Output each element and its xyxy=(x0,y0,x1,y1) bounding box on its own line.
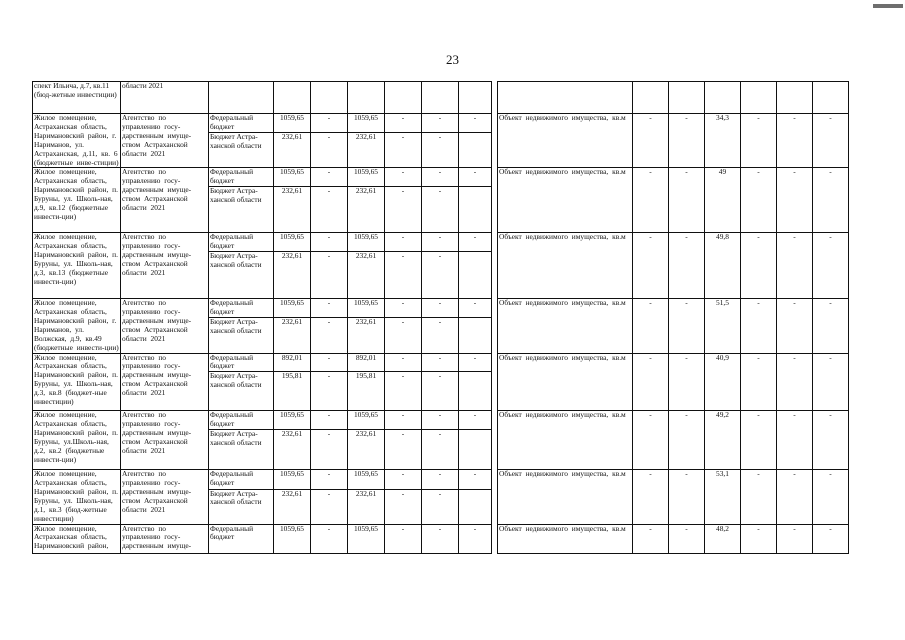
dash-cell: - xyxy=(311,252,348,299)
spent-cell: 1059,65 xyxy=(348,233,385,252)
dash-cell: - xyxy=(422,168,459,187)
funding-source-cell: Бюджет Астра-ханской области xyxy=(209,252,274,299)
dash-cell: - xyxy=(459,524,492,553)
empty-cell xyxy=(385,82,422,114)
dash-cell: - xyxy=(741,524,777,553)
total-cell: 232,61 xyxy=(274,489,311,524)
empty-cell xyxy=(459,372,492,411)
dash-cell: - xyxy=(741,233,777,299)
record-row xyxy=(33,353,849,372)
empty-cell xyxy=(274,82,311,114)
agency-cell: Агентство по управлению госу-дарственным имуще-ством Астраханской области 2021 xyxy=(121,353,209,411)
address-cell: Жилое помещение, Астраханская область, Наримановский район, xyxy=(33,524,121,553)
dash-cell: - xyxy=(385,133,422,168)
indicator-cell: Объект недвижимого имущества, кв.м xyxy=(498,168,633,233)
indicator-cell: Объект недвижимого имущества, кв.м xyxy=(498,411,633,470)
total-cell: 1059,65 xyxy=(274,168,311,187)
dash-cell: - xyxy=(669,524,705,553)
record-row xyxy=(33,524,849,553)
dash-cell: - xyxy=(741,411,777,470)
funding-source-cell: Бюджет Астра-ханской области xyxy=(209,187,274,233)
dash-cell: - xyxy=(311,372,348,411)
total-cell: 1059,65 xyxy=(274,299,311,318)
dash-cell: - xyxy=(385,168,422,187)
dash-cell: - xyxy=(633,299,669,353)
dash-cell: - xyxy=(459,299,492,318)
dash-cell: - xyxy=(813,299,849,353)
dash-cell: - xyxy=(311,411,348,430)
funding-source-cell: Федеральный бюджет xyxy=(209,411,274,430)
dash-cell: - xyxy=(813,233,849,299)
address-cell: Жилое помещение, Астраханская область, Наримановский район, г. Нариманов, ул. Астраханская, д.11, кв. 6 (бюджетные инве-стиции) xyxy=(34,113,119,167)
dash-cell: - xyxy=(422,524,459,553)
funding-source-cell: Федеральный бюджет xyxy=(209,299,274,318)
address-cell: Жилое помещение, Астраханская область, Наримановский район, п. Буруны, ул. Школь-ная, д.3, кв.8 (бюджет-ные инвестиции) xyxy=(33,353,121,411)
dash-cell: - xyxy=(385,470,422,489)
dash-cell: - xyxy=(459,114,492,133)
dash-cell: - xyxy=(459,353,492,372)
dash-cell: - xyxy=(633,353,669,411)
dash-cell: - xyxy=(311,489,348,524)
dash-cell: - xyxy=(311,133,348,168)
value-cell: 40,9 xyxy=(705,353,741,411)
empty-cell xyxy=(777,82,813,114)
total-cell: 232,61 xyxy=(274,133,311,168)
dash-cell: - xyxy=(777,114,813,168)
spent-cell: 232,61 xyxy=(348,187,385,233)
dash-cell: - xyxy=(813,168,849,233)
dash-cell: - xyxy=(385,489,422,524)
dash-cell: - xyxy=(741,168,777,233)
address-cell: Жилое помещение, Астраханская область, Наримановский район, п. Буруны, ул.Школь-ная, д.2, кв.2 (бюджетные инвести-ции) xyxy=(33,411,121,470)
agency-cell: области 2021 xyxy=(121,82,209,114)
dash-cell: - xyxy=(311,524,348,553)
agency-cell: Агентство по управлению госу-дарственным имуще- xyxy=(121,524,209,553)
total-cell: 232,61 xyxy=(274,318,311,353)
dash-cell: - xyxy=(633,524,669,553)
dash-cell: - xyxy=(385,187,422,233)
dash-cell: - xyxy=(422,411,459,430)
dash-cell: - xyxy=(385,318,422,353)
dash-cell: - xyxy=(385,524,422,553)
value-cell: 34,3 xyxy=(705,114,741,168)
value-cell: 49,2 xyxy=(705,411,741,470)
empty-cell xyxy=(459,318,492,353)
dash-cell: - xyxy=(741,114,777,168)
dash-cell: - xyxy=(459,233,492,252)
empty-cell xyxy=(741,82,777,114)
spent-cell: 1059,65 xyxy=(348,114,385,133)
dash-cell: - xyxy=(422,430,459,470)
indicator-cell: Объект недвижимого имущества, кв.м xyxy=(498,233,633,299)
value-cell: 48,2 xyxy=(705,524,741,553)
spent-cell: 1059,65 xyxy=(348,411,385,430)
empty-cell xyxy=(705,82,741,114)
funding-source-cell: Бюджет Астра-ханской области xyxy=(209,133,274,168)
dash-cell: - xyxy=(459,411,492,430)
dash-cell: - xyxy=(422,187,459,233)
value-cell: 51,5 xyxy=(705,299,741,353)
spent-cell: 195,81 xyxy=(348,372,385,411)
funding-source-cell: Бюджет Астра-ханской области xyxy=(209,430,274,470)
dash-cell: - xyxy=(633,411,669,470)
empty-cell xyxy=(348,82,385,114)
agency-cell: Агентство по управлению госу-дарственным имуще-ством Астраханской области 2021 xyxy=(121,299,209,353)
dash-cell: - xyxy=(422,252,459,299)
spent-cell: 232,61 xyxy=(348,252,385,299)
indicator-cell: Объект недвижимого имущества, кв.м xyxy=(498,299,633,353)
dash-cell: - xyxy=(385,114,422,133)
empty-cell xyxy=(209,82,274,114)
spent-cell: 1059,65 xyxy=(348,470,385,489)
value-cell: 53,1 xyxy=(705,470,741,524)
funding-source-cell: Бюджет Астра-ханской области xyxy=(209,318,274,353)
dash-cell: - xyxy=(422,114,459,133)
dash-cell: - xyxy=(777,168,813,233)
total-cell: 232,61 xyxy=(274,187,311,233)
dash-cell: - xyxy=(385,353,422,372)
record-row xyxy=(33,233,849,252)
empty-cell xyxy=(813,82,849,114)
value-cell: 49 xyxy=(705,168,741,233)
indicator-cell: Объект недвижимого имущества, кв.м xyxy=(498,524,633,553)
empty-cell xyxy=(633,82,669,114)
address-cell: Жилое помещение, Астраханская область, Наримановский район, п. Буруны, ул. Школь-ная, д.9, кв.12 (бюджетные инвести-ции) xyxy=(33,168,121,233)
dash-cell: - xyxy=(813,524,849,553)
agency-cell: Агентство по управлению госу-дарственным имуще-ством Астраханской области 2021 xyxy=(121,470,209,524)
dash-cell: - xyxy=(777,353,813,411)
agency-cell: Агентство по управлению госу-дарственным имуще-ством Астраханской области 2021 xyxy=(121,168,209,233)
dash-cell: - xyxy=(422,318,459,353)
dash-cell: - xyxy=(669,353,705,411)
dash-cell: - xyxy=(385,299,422,318)
empty-cell xyxy=(459,489,492,524)
value-cell: 49,8 xyxy=(705,233,741,299)
dash-cell: - xyxy=(669,411,705,470)
address-cell: Жилое помещение, Астраханская область, Наримановский район, п. Буруны, ул. Школь-ная, д.3, кв.13 (бюджетные инвести-ции) xyxy=(33,233,121,299)
address-cell: Жилое помещение, Астраханская область, Наримановский район, п. Буруны, ул. Школь-ная, д.1, кв.3 (бюд-жетные инвестиции) xyxy=(33,470,121,524)
dash-cell: - xyxy=(422,470,459,489)
funding-source-cell: Федеральный бюджет xyxy=(209,524,274,553)
total-cell: 1059,65 xyxy=(274,411,311,430)
agency-cell: Агентство по управлению госу-дарственным имуще-ством Астраханской области 2021 xyxy=(121,411,209,470)
dash-cell: - xyxy=(385,372,422,411)
spent-cell: 232,61 xyxy=(348,318,385,353)
spent-cell: 232,61 xyxy=(348,430,385,470)
dash-cell: - xyxy=(385,430,422,470)
dash-cell: - xyxy=(311,168,348,187)
dash-cell: - xyxy=(669,168,705,233)
dash-cell: - xyxy=(669,114,705,168)
funding-source-cell: Бюджет Астра-ханской области xyxy=(209,489,274,524)
total-cell: 232,61 xyxy=(274,252,311,299)
dash-cell: - xyxy=(633,114,669,168)
record-row xyxy=(33,114,849,133)
empty-cell xyxy=(459,430,492,470)
dash-cell: - xyxy=(813,353,849,411)
dash-cell: - xyxy=(459,168,492,187)
empty-cell xyxy=(498,82,633,114)
dash-cell: - xyxy=(385,252,422,299)
total-cell: 1059,65 xyxy=(274,524,311,553)
empty-cell xyxy=(422,82,459,114)
page-number: 23 xyxy=(446,52,459,67)
total-cell: 1059,65 xyxy=(274,470,311,489)
address-cell: спект Ильича, д.7, кв.11 (бюд-жетные инвестиции) xyxy=(33,82,121,114)
empty-cell xyxy=(459,133,492,168)
indicator-cell: Объект недвижимого имущества, кв.м xyxy=(498,114,633,168)
dash-cell: - xyxy=(311,353,348,372)
dash-cell: - xyxy=(813,470,849,524)
record-row xyxy=(33,299,849,318)
dash-cell: - xyxy=(669,233,705,299)
spent-cell: 232,61 xyxy=(348,133,385,168)
total-cell: 1059,65 xyxy=(274,233,311,252)
spent-cell: 232,61 xyxy=(348,489,385,524)
spent-cell: 1059,65 xyxy=(348,299,385,318)
dash-cell: - xyxy=(741,470,777,524)
funding-source-cell: Федеральный бюджет xyxy=(209,353,274,372)
total-cell: 232,61 xyxy=(274,430,311,470)
indicator-cell: Объект недвижимого имущества, кв.м xyxy=(498,353,633,411)
empty-cell xyxy=(669,82,705,114)
dash-cell: - xyxy=(311,114,348,133)
dash-cell: - xyxy=(813,411,849,470)
funding-source-cell: Федеральный бюджет xyxy=(209,168,274,187)
empty-cell xyxy=(459,82,492,114)
dash-cell: - xyxy=(422,133,459,168)
dash-cell: - xyxy=(311,233,348,252)
dash-cell: - xyxy=(311,430,348,470)
dash-cell: - xyxy=(777,524,813,553)
budget-table xyxy=(32,81,849,554)
funding-source-cell: Федеральный бюджет xyxy=(209,470,274,489)
dash-cell: - xyxy=(777,299,813,353)
dash-cell: - xyxy=(311,318,348,353)
dash-cell: - xyxy=(777,233,813,299)
dash-cell: - xyxy=(633,168,669,233)
funding-source-cell: Федеральный бюджет xyxy=(209,233,274,252)
dash-cell: - xyxy=(669,299,705,353)
dash-cell: - xyxy=(633,470,669,524)
agency-cell: Агентство по управлению госу-дарственным имуще-ством Астраханской области 2021 xyxy=(121,114,209,168)
dash-cell: - xyxy=(311,299,348,318)
dash-cell: - xyxy=(311,470,348,489)
dash-cell: - xyxy=(422,372,459,411)
continued-row xyxy=(33,82,849,114)
dash-cell: - xyxy=(311,187,348,233)
empty-cell xyxy=(311,82,348,114)
dash-cell: - xyxy=(385,233,422,252)
scan-corner-mark xyxy=(873,4,903,8)
dash-cell: - xyxy=(777,470,813,524)
dash-cell: - xyxy=(741,299,777,353)
spent-cell: 1059,65 xyxy=(348,524,385,553)
dash-cell: - xyxy=(422,489,459,524)
agency-cell: Агентство по управлению госу-дарственным имуще-ством Астраханской области 2021 xyxy=(121,233,209,299)
dash-cell: - xyxy=(459,470,492,489)
spent-cell: 1059,65 xyxy=(348,168,385,187)
dash-cell: - xyxy=(741,353,777,411)
dash-cell: - xyxy=(422,233,459,252)
record-row xyxy=(33,168,849,187)
dash-cell: - xyxy=(633,233,669,299)
total-cell: 195,81 xyxy=(274,372,311,411)
address-cell: Жилое помещение, Астраханская область, Наримановский район, г. Нариманов, ул. Волжская, д.9, кв.49 (бюджетные инвести-ции) xyxy=(34,298,119,352)
dash-cell: - xyxy=(813,114,849,168)
dash-cell: - xyxy=(669,470,705,524)
spent-cell: 892,01 xyxy=(348,353,385,372)
total-cell: 1059,65 xyxy=(274,114,311,133)
dash-cell: - xyxy=(385,411,422,430)
empty-cell xyxy=(459,252,492,299)
record-row xyxy=(33,470,849,489)
empty-cell xyxy=(459,187,492,233)
total-cell: 892,01 xyxy=(274,353,311,372)
indicator-cell: Объект недвижимого имущества, кв.м xyxy=(498,470,633,524)
record-row xyxy=(33,411,849,430)
dash-cell: - xyxy=(422,353,459,372)
dash-cell: - xyxy=(422,299,459,318)
dash-cell: - xyxy=(777,411,813,470)
funding-source-cell: Бюджет Астра-ханской области xyxy=(209,372,274,411)
funding-source-cell: Федеральный бюджет xyxy=(209,114,274,133)
